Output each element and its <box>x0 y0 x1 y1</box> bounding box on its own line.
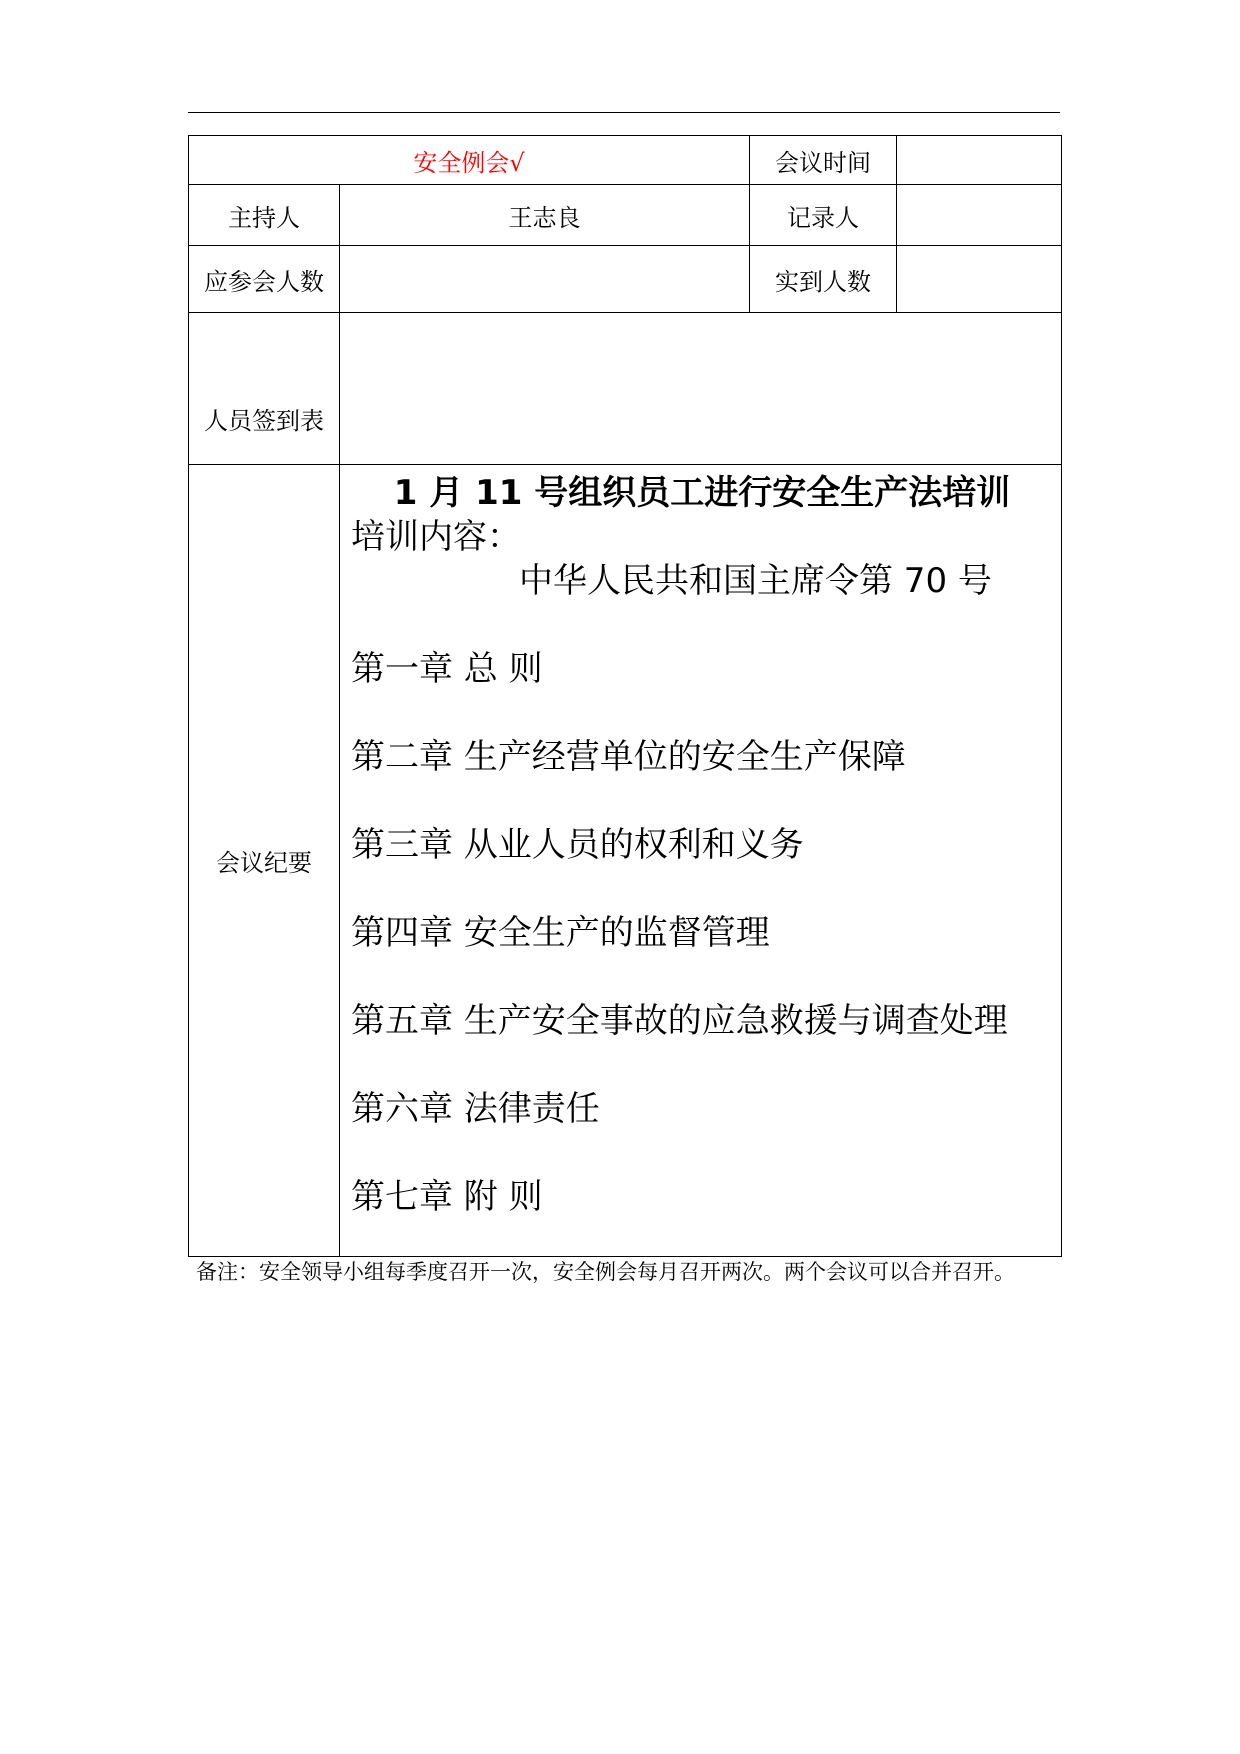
meeting-time-value[interactable] <box>897 136 1062 185</box>
recorder-value[interactable] <box>897 185 1062 246</box>
meeting-type: 安全例会√ <box>189 136 750 185</box>
chapter-item: 第三章 从业人员的权利和义务 <box>351 825 804 865</box>
signin-label: 人员签到表 <box>189 313 340 465</box>
chapter-item: 第五章 生产安全事故的应急救援与调查处理 <box>351 1001 1008 1041</box>
expected-attendees-value[interactable] <box>340 246 750 313</box>
header-rule <box>188 112 1060 113</box>
host-value[interactable]: 王志良 <box>340 185 750 246</box>
minutes-row <box>189 465 1062 1257</box>
host-row <box>189 185 1062 246</box>
remark-note: 备注：安全领导小组每季度召开一次，安全例会每月召开两次。两个会议可以合并召开。 <box>196 1260 1015 1284</box>
minutes-content <box>340 465 1062 1257</box>
signin-row <box>189 313 1062 465</box>
host-label: 主持人 <box>189 185 340 246</box>
meeting-type-row <box>189 136 1062 185</box>
chapter-item: 第一章 总 则 <box>351 649 543 689</box>
actual-attendees-value[interactable] <box>897 246 1062 313</box>
meeting-time-label: 会议时间 <box>750 136 897 185</box>
actual-attendees-label: 实到人数 <box>750 246 897 313</box>
minutes-label: 会议纪要 <box>189 465 340 1257</box>
chapter-item: 第六章 法律责任 <box>351 1089 600 1129</box>
attendance-row <box>189 246 1062 313</box>
minutes-title: 1 月 11 号组织员工进行安全生产法培训 <box>393 473 1011 513</box>
recorder-label: 记录人 <box>750 185 897 246</box>
chapter-item: 第七章 附 则 <box>351 1177 543 1217</box>
chapter-item: 第二章 生产经营单位的安全生产保障 <box>351 737 906 777</box>
signin-area[interactable] <box>340 313 1062 465</box>
expected-attendees-label: 应参会人数 <box>189 246 340 313</box>
chapter-item: 第四章 安全生产的监督管理 <box>351 913 770 953</box>
meeting-record-table <box>188 135 1062 1257</box>
training-content-label: 培训内容： <box>351 517 521 557</box>
decree-line: 中华人民共和国主席令第 70 号 <box>519 561 992 601</box>
